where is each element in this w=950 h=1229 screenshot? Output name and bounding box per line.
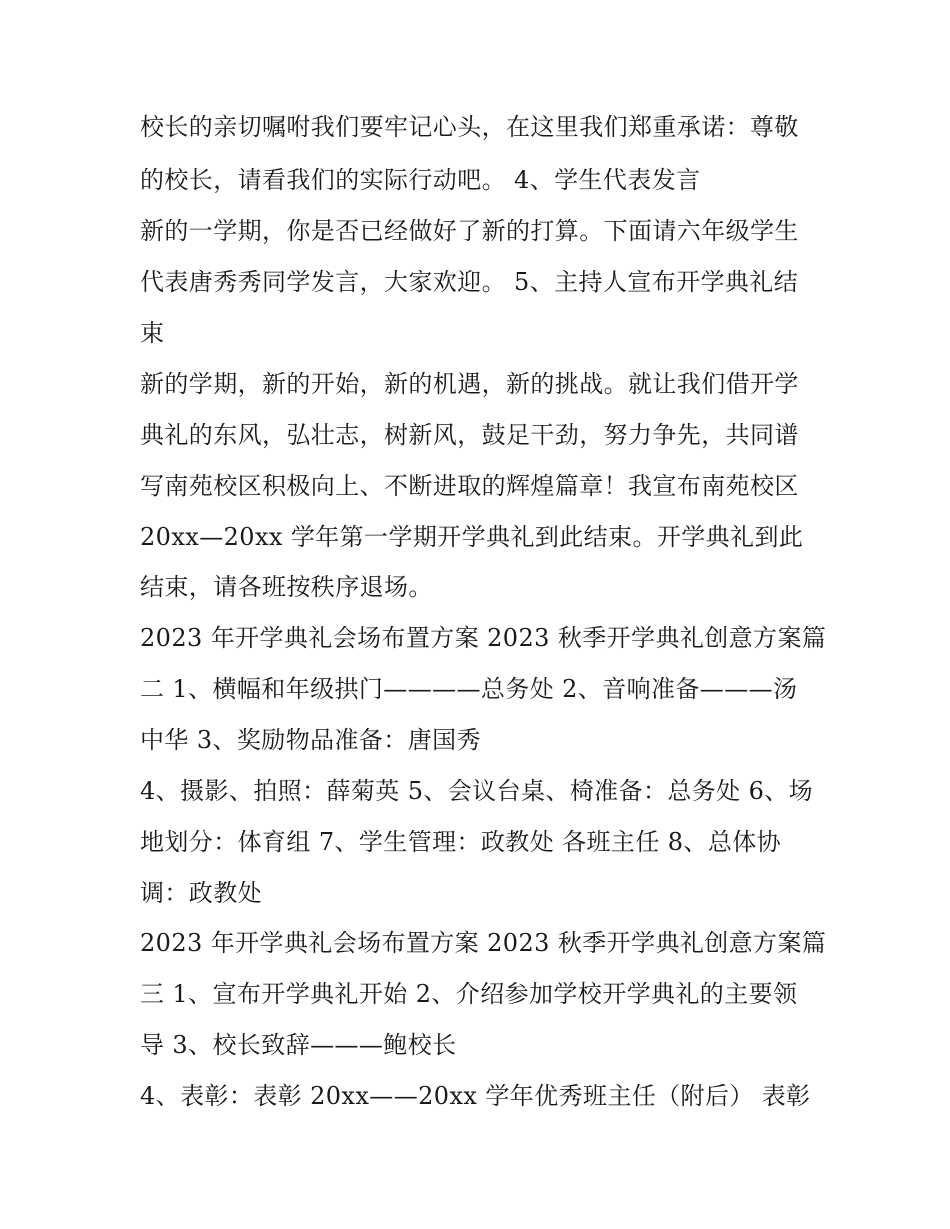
text-line: 的校长，请看我们的实际行动吧。 4、学生代表发言 bbox=[140, 166, 701, 194]
text-line: 新的学期，新的开始，新的机遇，新的挑战。就让我们借开学 bbox=[140, 370, 799, 398]
text-line: 校长的亲切嘱咐我们要牢记心头，在这里我们郑重承诺：尊敬 bbox=[140, 113, 799, 141]
text-line: 4、摄影、拍照：薛菊英 5、会议台桌、椅准备：总务处 6、场 bbox=[140, 777, 814, 805]
text-line: 调：政教处 bbox=[140, 879, 262, 907]
text-line: 2023 年开学典礼会场布置方案 2023 秋季开学典礼创意方案篇 bbox=[140, 929, 827, 957]
text-line: 新的一学期，你是否已经做好了新的打算。下面请六年级学生 bbox=[140, 217, 799, 245]
text-line: 2023 年开学典礼会场布置方案 2023 秋季开学典礼创意方案篇 bbox=[140, 624, 827, 652]
text-line: 4、表彰：表彰 20xx——20xx 学年优秀班主任（附后） 表彰 bbox=[140, 1082, 811, 1110]
text-line: 结束，请各班按秩序退场。 bbox=[140, 573, 433, 601]
text-line: 中华 3、奖励物品准备：唐国秀 bbox=[140, 726, 481, 754]
text-line: 地划分：体育组 7、学生管理：政教处 各班主任 8、总体协 bbox=[140, 828, 782, 856]
text-line: 20xx—20xx 学年第一学期开学典礼到此结束。开学典礼到此 bbox=[140, 523, 804, 551]
text-line: 写南苑校区积极向上、不断进取的辉煌篇章！我宣布南苑校区 bbox=[140, 472, 799, 500]
text-line: 二 1、横幅和年级拱门————总务处 2、音响准备———汤 bbox=[140, 675, 798, 703]
text-line: 束 bbox=[140, 319, 165, 347]
text-line: 代表唐秀秀同学发言，大家欢迎。 5、主持人宣布开学典礼结 bbox=[140, 268, 799, 296]
text-line: 导 3、校长致辞———鲍校长 bbox=[140, 1031, 457, 1059]
text-line: 典礼的东风，弘壮志，树新风，鼓足干劲，努力争先，共同谱 bbox=[140, 421, 799, 449]
text-line: 三 1、宣布开学典礼开始 2、介绍参加学校开学典礼的主要领 bbox=[140, 980, 798, 1008]
